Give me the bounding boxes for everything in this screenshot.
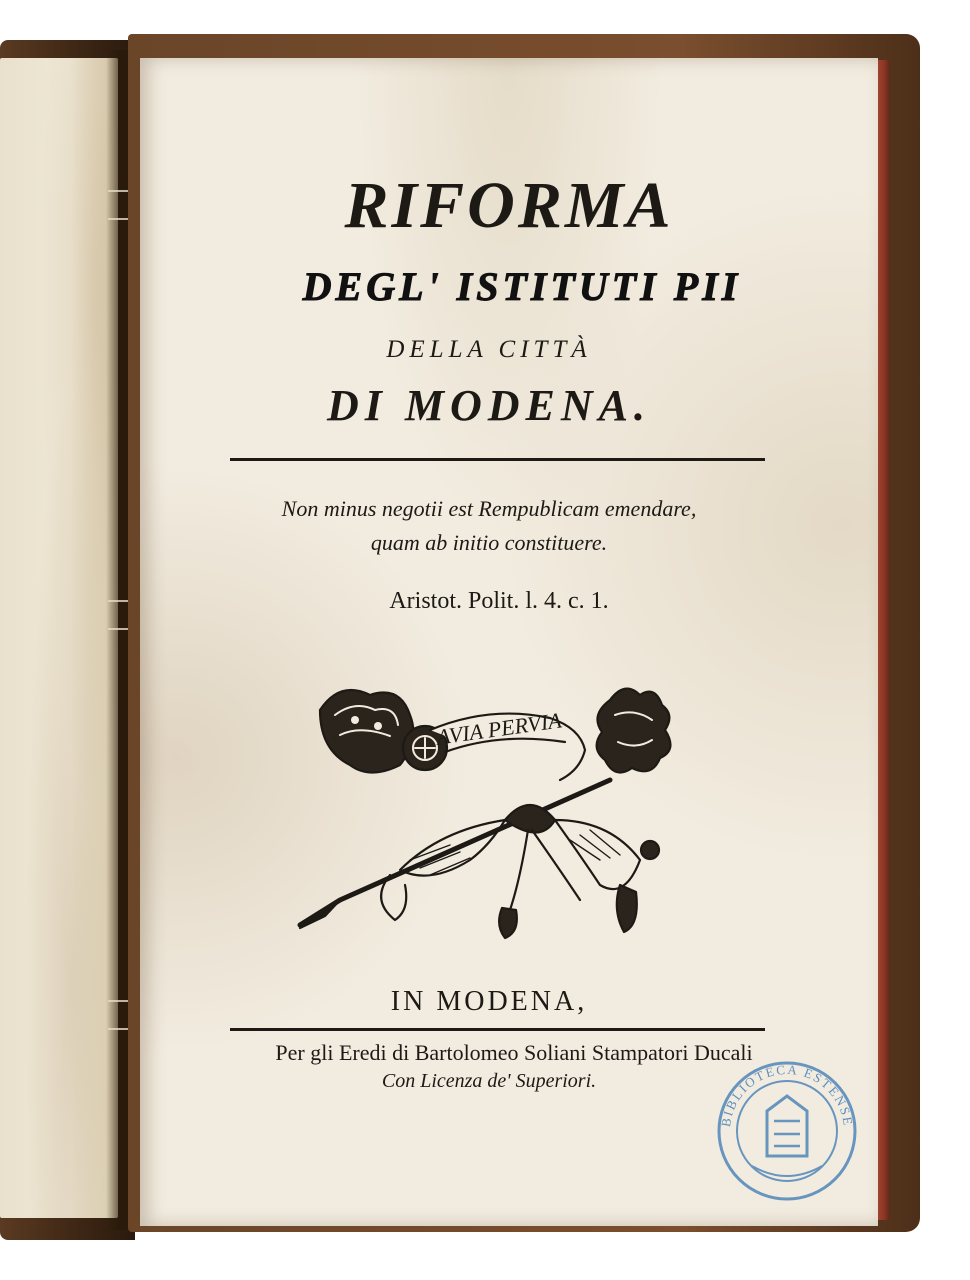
epigraph-line-2: quam ab initio constituere. [370, 530, 608, 555]
imprint-licence: Con Licenza de' Superiori. [381, 1070, 597, 1092]
title-page [140, 58, 878, 1226]
epigraph-citation: Aristot. Polit. l. 4. c. 1. [389, 588, 609, 614]
title-line-3: DELLA CITTÀ [386, 336, 592, 363]
stamp-text: BIBLIOTECA ESTENSE [718, 1061, 856, 1128]
library-stamp-icon [712, 1056, 862, 1206]
epigraph-line-1: Non minus negotii est Rempublicam emendare, [281, 496, 697, 521]
imprint-printer: Per gli Eredi di Bartolomeo Soliani Stampatori Ducali [275, 1040, 753, 1065]
title-line-1: RIFORMA [344, 169, 674, 242]
crowned-sceptre-woodcut-icon [280, 670, 700, 950]
divider-rule [230, 458, 765, 461]
title-line-2: DEGL' ISTITUTI PII [302, 264, 742, 309]
imprint-place: IN MODENA, [390, 986, 588, 1017]
left-page [0, 58, 118, 1218]
imprint-rule [230, 1028, 765, 1031]
title-line-4: DI MODENA. [326, 381, 652, 430]
device-motto: AVIA PERVIA [434, 707, 563, 750]
